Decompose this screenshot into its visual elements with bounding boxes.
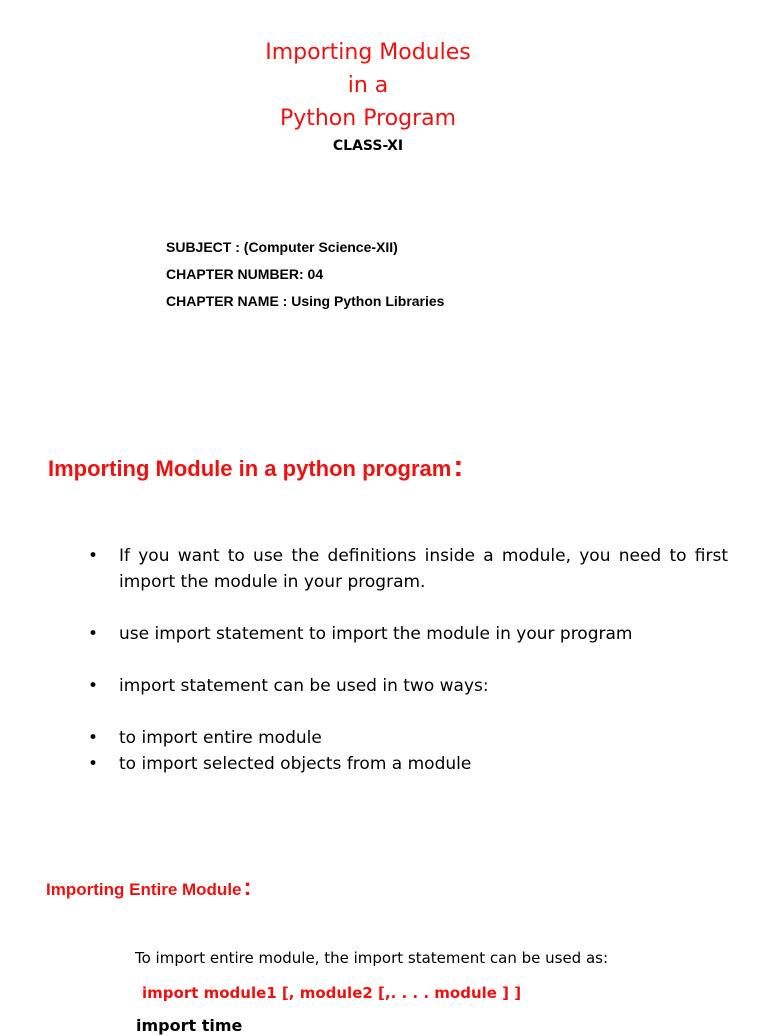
syntax-line: import module1 [, module2 [,. . . . module ] ] xyxy=(142,984,522,1002)
cut-off-code-line: import time xyxy=(136,1016,243,1035)
bullet-icon: • xyxy=(88,728,99,748)
list-item xyxy=(88,725,728,751)
list-item-text: to import entire module xyxy=(119,728,322,748)
title-line-3: Python Program xyxy=(279,106,457,131)
list-item-text: to import selected objects from a module xyxy=(119,754,472,774)
subject-line: SUBJECT : (Computer Science-XII) xyxy=(166,239,398,255)
chapter-meta xyxy=(166,238,444,319)
list-item-text: use import statement to import the module in your program xyxy=(119,624,633,644)
subsection-heading-text: Importing Entire Module xyxy=(46,880,242,899)
bullet-icon: • xyxy=(88,546,99,566)
list-item xyxy=(88,543,728,595)
subsection-heading-colon: : xyxy=(243,874,252,901)
list-item xyxy=(88,673,728,699)
list-item xyxy=(88,621,728,647)
list-item-text: import statement can be used in two ways: xyxy=(119,676,489,696)
bullet-icon: • xyxy=(88,754,99,774)
chapter-number-line: CHAPTER NUMBER: 04 xyxy=(166,266,324,282)
title-line-1: Importing Modules xyxy=(265,40,471,65)
list-item-text: If you want to use the definitions inside a module, you need to first import the module in your program. xyxy=(119,546,728,592)
subsection-description: To import entire module, the import statement can be used as: xyxy=(135,949,609,967)
bullet-icon: • xyxy=(88,624,99,644)
section-heading-colon: : xyxy=(453,450,464,483)
bullet-list xyxy=(88,543,728,777)
section-heading xyxy=(48,450,464,483)
section-heading-text: Importing Module in a python program xyxy=(48,456,452,481)
bullet-icon: • xyxy=(88,676,99,696)
title-line-2: in a xyxy=(347,73,389,98)
chapter-name-line: CHAPTER NAME : Using Python Libraries xyxy=(166,293,445,309)
list-item xyxy=(88,751,728,777)
title-block xyxy=(0,36,736,155)
subsection-heading xyxy=(46,874,252,901)
class-label: CLASS-XI xyxy=(332,138,404,154)
